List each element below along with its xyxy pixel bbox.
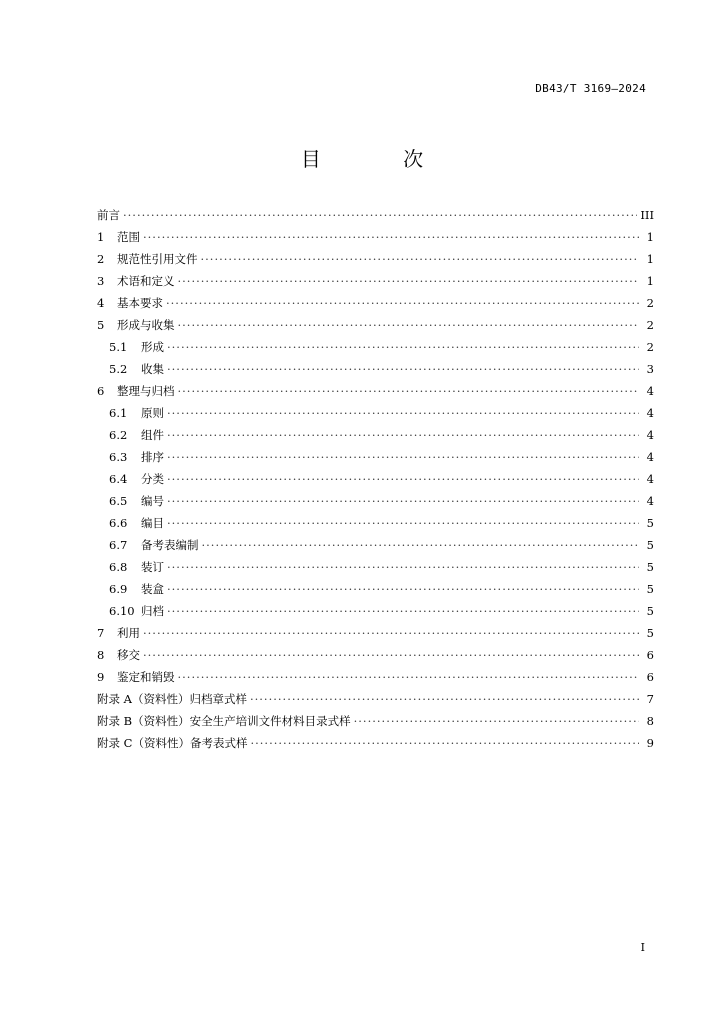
toc-entry-page: 4 xyxy=(646,406,654,420)
page-number: I xyxy=(640,941,645,954)
toc-leader-dots xyxy=(250,688,639,710)
toc-entry[interactable] xyxy=(97,226,654,248)
toc-leader-dots xyxy=(167,446,639,468)
toc-entry-page: 2 xyxy=(646,318,654,332)
toc-entry-number: 4 xyxy=(97,296,105,310)
toc-entry-label: 排序 xyxy=(141,450,164,464)
toc-entry-label: 形成与收集 xyxy=(117,318,175,332)
toc-entry-label: 附录 B（资料性）安全生产培训文件材料目录式样 xyxy=(97,714,351,728)
toc-entry-page: 5 xyxy=(646,560,654,574)
toc-entry-number: 5 xyxy=(97,318,105,332)
toc-entry-page: 4 xyxy=(646,428,654,442)
toc-entry-number: 6.10 xyxy=(109,604,135,618)
toc-entry-number: 6.3 xyxy=(109,450,128,464)
toc-entry-page: 6 xyxy=(646,670,654,684)
toc-entry[interactable] xyxy=(97,600,654,622)
toc-entry-label: 编目 xyxy=(141,516,164,530)
document-code: DB43/T 3169—2024 xyxy=(535,82,646,95)
toc-entry-label: 利用 xyxy=(117,626,140,640)
toc-leader-dots xyxy=(143,644,639,666)
toc-entry-number: 9 xyxy=(97,670,105,684)
toc-leader-dots xyxy=(167,490,639,512)
toc-entry-number: 6.7 xyxy=(109,538,128,552)
toc-entry[interactable] xyxy=(97,204,654,226)
toc-entry-label: 编号 xyxy=(141,494,164,508)
toc-entry-label: 移交 xyxy=(117,648,140,662)
toc-entry[interactable] xyxy=(97,578,654,600)
toc-entry-label: 范围 xyxy=(117,230,140,244)
toc-entry[interactable] xyxy=(97,248,654,270)
toc-leader-dots xyxy=(202,534,640,556)
toc-entry-number: 6.4 xyxy=(109,472,128,486)
toc-entry-number: 2 xyxy=(97,252,105,266)
toc-entry-page: 2 xyxy=(646,296,654,310)
toc-entry-page: 6 xyxy=(646,648,654,662)
toc-entry[interactable] xyxy=(97,534,654,556)
toc-entry[interactable] xyxy=(97,622,654,644)
toc-entry-number: 5.2 xyxy=(109,362,128,376)
toc-entry[interactable] xyxy=(97,402,654,424)
toc-leader-dots xyxy=(143,226,639,248)
toc-entry[interactable] xyxy=(97,380,654,402)
toc-entry-page: 3 xyxy=(646,362,654,376)
toc-leader-dots xyxy=(201,248,640,270)
toc-leader-dots xyxy=(143,622,639,644)
toc-entry-page: III xyxy=(640,208,654,222)
toc-entry-label: 规范性引用文件 xyxy=(117,252,198,266)
toc-entry-page: 8 xyxy=(646,714,654,728)
toc-entry-page: 5 xyxy=(646,626,654,640)
toc-entry[interactable] xyxy=(97,688,654,710)
toc-entry-page: 4 xyxy=(646,384,654,398)
toc-leader-dots xyxy=(167,402,639,424)
toc-entry-page: 2 xyxy=(646,340,654,354)
toc-entry-page: 7 xyxy=(646,692,654,706)
toc-leader-dots xyxy=(167,600,639,622)
toc-entry-label: 备考表编制 xyxy=(141,538,199,552)
toc-entry[interactable] xyxy=(97,424,654,446)
toc-leader-dots xyxy=(167,512,639,534)
toc-entry-number: 6 xyxy=(97,384,105,398)
toc-leader-dots xyxy=(123,204,637,226)
toc-entry-page: 5 xyxy=(646,516,654,530)
toc-leader-dots xyxy=(167,424,639,446)
toc-entry-number: 6.8 xyxy=(109,560,128,574)
toc-entry[interactable] xyxy=(97,490,654,512)
toc-leader-dots xyxy=(178,380,640,402)
toc-entry-label: 整理与归档 xyxy=(117,384,175,398)
toc-entry-number: 6.2 xyxy=(109,428,128,442)
toc-leader-dots xyxy=(250,732,639,754)
toc-leader-dots xyxy=(178,666,640,688)
toc-entry-label: 术语和定义 xyxy=(117,274,175,288)
toc-entry[interactable] xyxy=(97,446,654,468)
toc-entry-page: 1 xyxy=(646,274,654,288)
toc-entry-label: 收集 xyxy=(141,362,164,376)
toc-entry-label: 鉴定和销毁 xyxy=(117,670,175,684)
toc-leader-dots xyxy=(167,336,639,358)
toc-entry[interactable] xyxy=(97,358,654,380)
toc-entry-label: 组件 xyxy=(141,428,164,442)
toc-leader-dots xyxy=(167,358,639,380)
toc-entry-label: 装订 xyxy=(141,560,164,574)
toc-entry-label: 附录 C（资料性）备考表式样 xyxy=(97,736,248,750)
toc-entry[interactable] xyxy=(97,270,654,292)
toc-entry-label: 基本要求 xyxy=(117,296,163,310)
toc-entry-page: 4 xyxy=(646,450,654,464)
toc-leader-dots xyxy=(167,556,639,578)
toc-entry-number: 1 xyxy=(97,230,105,244)
toc-entry-number: 6.6 xyxy=(109,516,128,530)
toc-leader-dots xyxy=(178,270,640,292)
toc-entry-number: 7 xyxy=(97,626,105,640)
toc-entry-number: 8 xyxy=(97,648,105,662)
toc-entry-page: 1 xyxy=(646,252,654,266)
toc-entry[interactable] xyxy=(97,512,654,534)
toc-leader-dots xyxy=(354,710,639,732)
toc-entry[interactable] xyxy=(97,556,654,578)
toc-entry-page: 5 xyxy=(646,538,654,552)
toc-entry-label: 形成 xyxy=(141,340,164,354)
toc-entry-page: 1 xyxy=(646,230,654,244)
toc-entry-label: 归档 xyxy=(141,604,164,618)
toc-entry[interactable] xyxy=(97,732,654,754)
toc-entry-page: 4 xyxy=(646,494,654,508)
toc-leader-dots xyxy=(166,292,639,314)
toc-entry-page: 9 xyxy=(646,736,654,750)
toc-entry-label: 原则 xyxy=(141,406,164,420)
toc-entry-number: 6.5 xyxy=(109,494,128,508)
toc-entry-number: 6.9 xyxy=(109,582,128,596)
toc-entry-number: 6.1 xyxy=(109,406,128,420)
table-of-contents xyxy=(97,204,654,754)
toc-entry-number: 5.1 xyxy=(109,340,128,354)
toc-entry[interactable] xyxy=(97,644,654,666)
toc-entry[interactable] xyxy=(97,666,654,688)
page-title: 目 次 xyxy=(300,147,462,171)
toc-entry-label: 装盒 xyxy=(141,582,164,596)
toc-entry[interactable] xyxy=(97,710,654,732)
toc-leader-dots xyxy=(167,468,639,490)
toc-entry-page: 5 xyxy=(646,604,654,618)
toc-entry-label: 附录 A（资料性）归档章式样 xyxy=(97,692,247,706)
toc-leader-dots xyxy=(178,314,640,336)
toc-entry-label: 前言 xyxy=(97,208,120,222)
toc-entry[interactable] xyxy=(97,336,654,358)
toc-entry-page: 5 xyxy=(646,582,654,596)
toc-leader-dots xyxy=(167,578,639,600)
toc-entry-page: 4 xyxy=(646,472,654,486)
toc-entry[interactable] xyxy=(97,292,654,314)
toc-entry-label: 分类 xyxy=(141,472,164,486)
toc-entry-number: 3 xyxy=(97,274,105,288)
toc-entry[interactable] xyxy=(97,314,654,336)
toc-entry[interactable] xyxy=(97,468,654,490)
